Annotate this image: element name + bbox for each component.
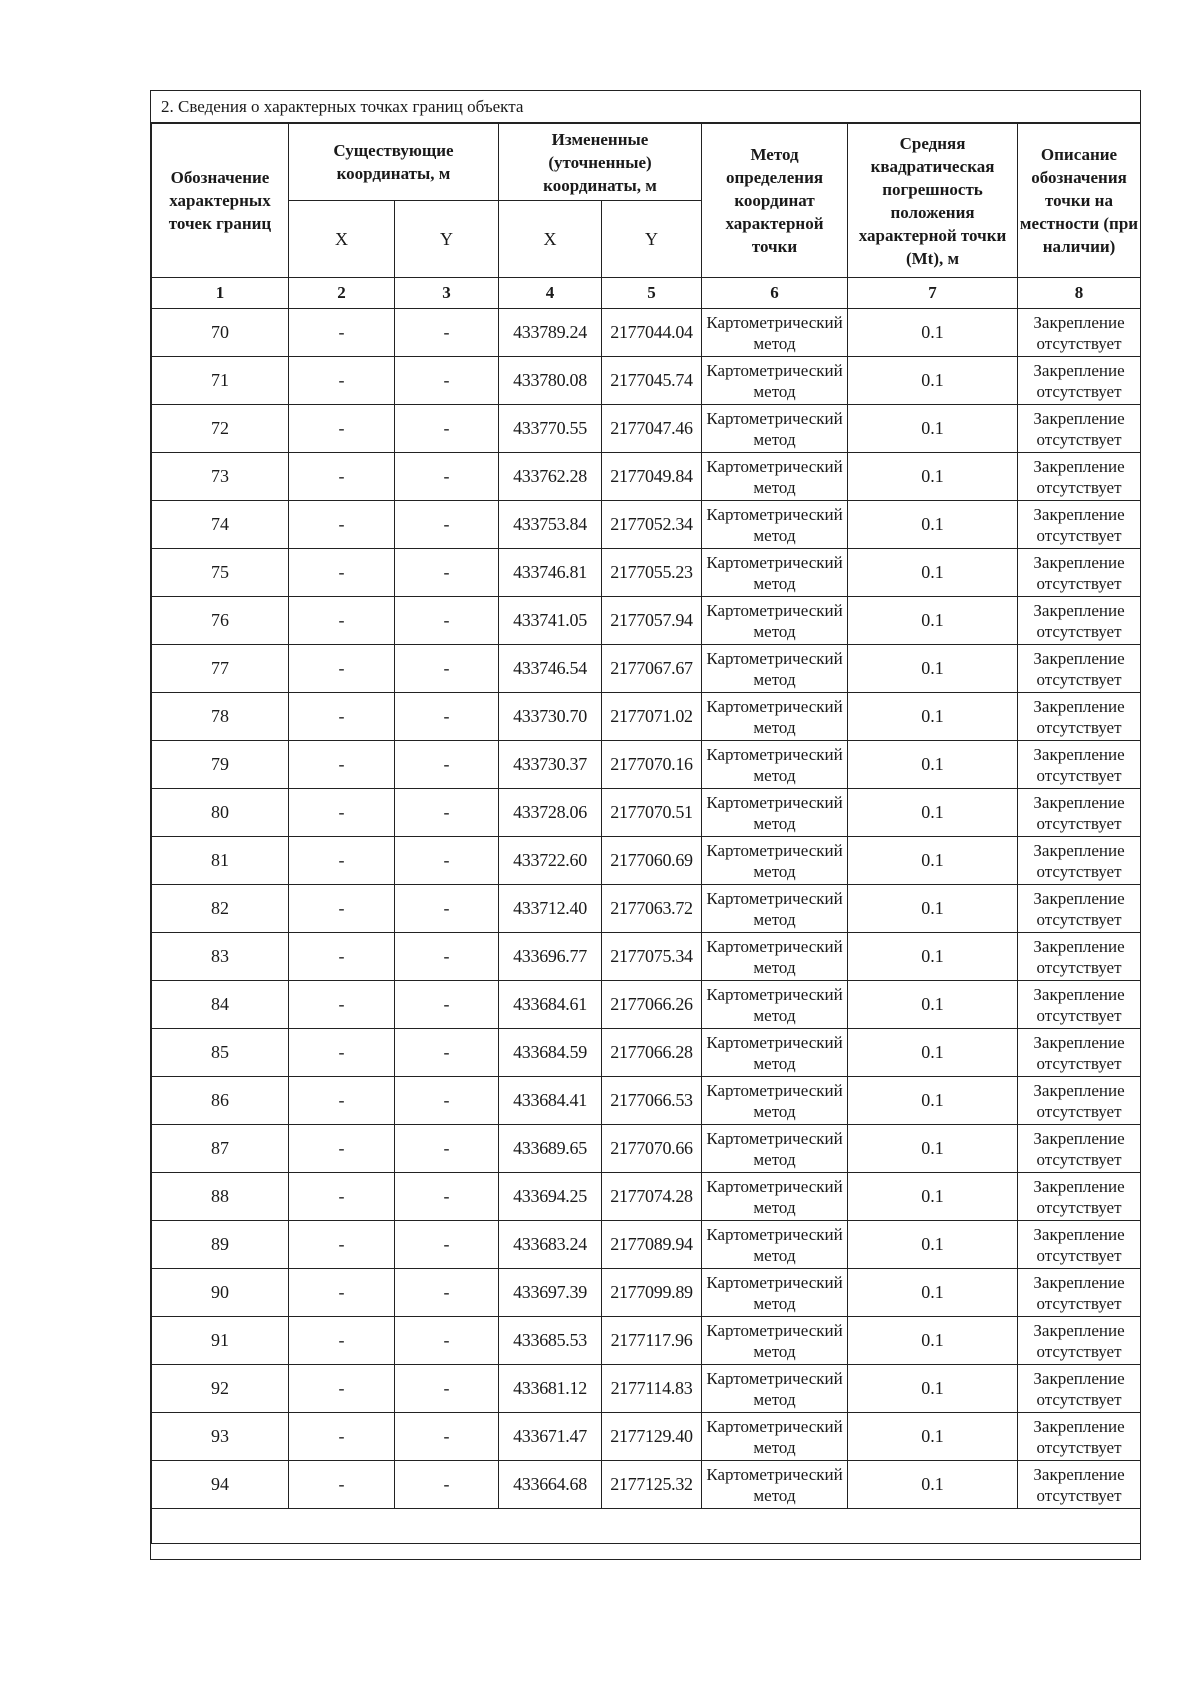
description-cell: Закрепление отсутствует: [1018, 981, 1141, 1029]
changed-x-cell: 433697.39: [499, 1269, 602, 1317]
changed-x-cell: 433746.54: [499, 645, 602, 693]
column-number: 8: [1018, 278, 1141, 309]
changed-y-cell: 2177055.23: [602, 549, 702, 597]
point-id-cell: 87: [152, 1125, 289, 1173]
existing-x-cell: -: [289, 549, 395, 597]
table-row: [152, 1461, 1141, 1509]
existing-y-cell: -: [395, 1269, 499, 1317]
mt-cell: 0.1: [848, 549, 1018, 597]
existing-y-cell: -: [395, 885, 499, 933]
existing-x-cell: -: [289, 1269, 395, 1317]
mt-cell: 0.1: [848, 645, 1018, 693]
point-id-cell: 90: [152, 1269, 289, 1317]
existing-y-cell: -: [395, 1317, 499, 1365]
changed-x-cell: 433753.84: [499, 501, 602, 549]
point-id-cell: 70: [152, 309, 289, 357]
mt-cell: 0.1: [848, 1413, 1018, 1461]
existing-y-cell: -: [395, 453, 499, 501]
existing-x-cell: -: [289, 1125, 395, 1173]
existing-y-cell: -: [395, 645, 499, 693]
existing-x-cell: -: [289, 597, 395, 645]
mt-cell: 0.1: [848, 1125, 1018, 1173]
existing-x-cell: -: [289, 837, 395, 885]
changed-x-cell: 433689.65: [499, 1125, 602, 1173]
column-number: 6: [702, 278, 848, 309]
changed-y-cell: 2177117.96: [602, 1317, 702, 1365]
point-id-cell: 84: [152, 981, 289, 1029]
table-row: [152, 1173, 1141, 1221]
method-cell: Картометрический метод: [702, 885, 848, 933]
existing-x-cell: -: [289, 405, 395, 453]
method-cell: Картометрический метод: [702, 453, 848, 501]
table-row: [152, 309, 1141, 357]
point-id-cell: 92: [152, 1365, 289, 1413]
mt-cell: 0.1: [848, 837, 1018, 885]
mt-cell: 0.1: [848, 357, 1018, 405]
header-changed-x: X: [499, 201, 602, 278]
table-row: [152, 885, 1141, 933]
changed-x-cell: 433685.53: [499, 1317, 602, 1365]
description-cell: Закрепление отсутствует: [1018, 453, 1141, 501]
method-cell: Картометрический метод: [702, 1413, 848, 1461]
existing-x-cell: -: [289, 981, 395, 1029]
point-id-cell: 86: [152, 1077, 289, 1125]
changed-y-cell: 2177074.28: [602, 1173, 702, 1221]
table-row: [152, 597, 1141, 645]
changed-y-cell: 2177114.83: [602, 1365, 702, 1413]
description-cell: Закрепление отсутствует: [1018, 1125, 1141, 1173]
existing-x-cell: -: [289, 1365, 395, 1413]
mt-cell: 0.1: [848, 741, 1018, 789]
existing-x-cell: -: [289, 1461, 395, 1509]
changed-y-cell: 2177125.32: [602, 1461, 702, 1509]
mt-cell: 0.1: [848, 789, 1018, 837]
table-row: [152, 1317, 1141, 1365]
table-row: [152, 1413, 1141, 1461]
method-cell: Картометрический метод: [702, 1461, 848, 1509]
existing-x-cell: -: [289, 357, 395, 405]
changed-y-cell: 2177070.51: [602, 789, 702, 837]
description-cell: Закрепление отсутствует: [1018, 1269, 1141, 1317]
changed-x-cell: 433684.61: [499, 981, 602, 1029]
header-mean-square-error: Средняя квадратическая погрешность положения характерной точки (Mt), м: [848, 124, 1018, 278]
changed-x-cell: 433762.28: [499, 453, 602, 501]
table-row: [152, 357, 1141, 405]
existing-y-cell: -: [395, 1077, 499, 1125]
changed-y-cell: 2177049.84: [602, 453, 702, 501]
method-cell: Картометрический метод: [702, 693, 848, 741]
method-cell: Картометрический метод: [702, 1365, 848, 1413]
section-title: 2. Сведения о характерных точках границ объекта: [151, 91, 1140, 123]
table-row: [152, 1221, 1141, 1269]
changed-y-cell: 2177066.26: [602, 981, 702, 1029]
existing-y-cell: -: [395, 1221, 499, 1269]
existing-y-cell: -: [395, 933, 499, 981]
column-number: 3: [395, 278, 499, 309]
changed-y-cell: 2177099.89: [602, 1269, 702, 1317]
table-row: [152, 693, 1141, 741]
table-row: [152, 549, 1141, 597]
point-id-cell: 81: [152, 837, 289, 885]
method-cell: Картометрический метод: [702, 597, 848, 645]
changed-x-cell: 433741.05: [499, 597, 602, 645]
description-cell: Закрепление отсутствует: [1018, 693, 1141, 741]
header-existing-coordinates: Существующие координаты, м: [289, 124, 499, 201]
method-cell: Картометрический метод: [702, 1221, 848, 1269]
changed-y-cell: 2177044.04: [602, 309, 702, 357]
method-cell: Картометрический метод: [702, 741, 848, 789]
description-cell: Закрепление отсутствует: [1018, 1029, 1141, 1077]
table-row: [152, 1269, 1141, 1317]
table-row: [152, 1365, 1141, 1413]
method-cell: Картометрический метод: [702, 1173, 848, 1221]
changed-y-cell: 2177129.40: [602, 1413, 702, 1461]
header-changed-y: Y: [602, 201, 702, 278]
existing-y-cell: -: [395, 1125, 499, 1173]
existing-y-cell: -: [395, 1461, 499, 1509]
method-cell: Картометрический метод: [702, 1317, 848, 1365]
existing-y-cell: -: [395, 693, 499, 741]
header-method: Метод определения координат характерной точки: [702, 124, 848, 278]
description-cell: Закрепление отсутствует: [1018, 1317, 1141, 1365]
table-row: [152, 1077, 1141, 1125]
existing-x-cell: -: [289, 693, 395, 741]
mt-cell: 0.1: [848, 453, 1018, 501]
column-number: 1: [152, 278, 289, 309]
point-id-cell: 71: [152, 357, 289, 405]
existing-y-cell: -: [395, 1365, 499, 1413]
table-row: [152, 1029, 1141, 1077]
mt-cell: 0.1: [848, 1077, 1018, 1125]
mt-cell: 0.1: [848, 1221, 1018, 1269]
column-number: 2: [289, 278, 395, 309]
mt-cell: 0.1: [848, 1173, 1018, 1221]
description-cell: Закрепление отсутствует: [1018, 549, 1141, 597]
mt-cell: 0.1: [848, 1029, 1018, 1077]
header-description: Описание обозначения точки на местности (при наличии): [1018, 124, 1141, 278]
method-cell: Картометрический метод: [702, 1125, 848, 1173]
mt-cell: 0.1: [848, 1317, 1018, 1365]
mt-cell: 0.1: [848, 1461, 1018, 1509]
method-cell: Картометрический метод: [702, 357, 848, 405]
existing-x-cell: -: [289, 1029, 395, 1077]
changed-y-cell: 2177066.28: [602, 1029, 702, 1077]
description-cell: Закрепление отсутствует: [1018, 1413, 1141, 1461]
existing-x-cell: -: [289, 309, 395, 357]
method-cell: Картометрический метод: [702, 309, 848, 357]
method-cell: Картометрический метод: [702, 1029, 848, 1077]
description-cell: Закрепление отсутствует: [1018, 501, 1141, 549]
mt-cell: 0.1: [848, 1365, 1018, 1413]
changed-y-cell: 2177071.02: [602, 693, 702, 741]
changed-x-cell: 433780.08: [499, 357, 602, 405]
description-cell: Закрепление отсутствует: [1018, 1221, 1141, 1269]
description-cell: Закрепление отсутствует: [1018, 837, 1141, 885]
changed-x-cell: 433789.24: [499, 309, 602, 357]
existing-x-cell: -: [289, 885, 395, 933]
changed-x-cell: 433722.60: [499, 837, 602, 885]
table-footer-row: [152, 1509, 1141, 1544]
existing-y-cell: -: [395, 1413, 499, 1461]
existing-y-cell: -: [395, 309, 499, 357]
existing-x-cell: -: [289, 1077, 395, 1125]
changed-x-cell: 433712.40: [499, 885, 602, 933]
method-cell: Картометрический метод: [702, 501, 848, 549]
method-cell: Картометрический метод: [702, 645, 848, 693]
existing-x-cell: -: [289, 1317, 395, 1365]
mt-cell: 0.1: [848, 1269, 1018, 1317]
header-changed-coordinates: Измененные (уточненные) координаты, м: [499, 124, 702, 201]
point-id-cell: 88: [152, 1173, 289, 1221]
existing-y-cell: -: [395, 597, 499, 645]
method-cell: Картометрический метод: [702, 789, 848, 837]
changed-y-cell: 2177067.67: [602, 645, 702, 693]
mt-cell: 0.1: [848, 309, 1018, 357]
column-number: 4: [499, 278, 602, 309]
existing-x-cell: -: [289, 789, 395, 837]
point-id-cell: 74: [152, 501, 289, 549]
changed-x-cell: 433671.47: [499, 1413, 602, 1461]
point-id-cell: 78: [152, 693, 289, 741]
description-cell: Закрепление отсутствует: [1018, 357, 1141, 405]
existing-x-cell: -: [289, 1221, 395, 1269]
changed-y-cell: 2177057.94: [602, 597, 702, 645]
existing-x-cell: -: [289, 645, 395, 693]
table-row: [152, 837, 1141, 885]
changed-y-cell: 2177070.66: [602, 1125, 702, 1173]
column-number-row: [152, 278, 1141, 309]
existing-y-cell: -: [395, 549, 499, 597]
changed-x-cell: 433683.24: [499, 1221, 602, 1269]
changed-x-cell: 433728.06: [499, 789, 602, 837]
description-cell: Закрепление отсутствует: [1018, 885, 1141, 933]
existing-y-cell: -: [395, 789, 499, 837]
header-existing-y: Y: [395, 201, 499, 278]
column-number: 7: [848, 278, 1018, 309]
changed-y-cell: 2177066.53: [602, 1077, 702, 1125]
changed-y-cell: 2177060.69: [602, 837, 702, 885]
table-body: [152, 309, 1141, 1509]
description-cell: Закрепление отсутствует: [1018, 1365, 1141, 1413]
table-row: [152, 453, 1141, 501]
method-cell: Картометрический метод: [702, 405, 848, 453]
mt-cell: 0.1: [848, 693, 1018, 741]
point-id-cell: 79: [152, 741, 289, 789]
table-row: [152, 1125, 1141, 1173]
existing-y-cell: -: [395, 741, 499, 789]
description-cell: Закрепление отсутствует: [1018, 597, 1141, 645]
existing-y-cell: -: [395, 837, 499, 885]
method-cell: Картометрический метод: [702, 1077, 848, 1125]
method-cell: Картометрический метод: [702, 837, 848, 885]
changed-y-cell: 2177089.94: [602, 1221, 702, 1269]
point-id-cell: 89: [152, 1221, 289, 1269]
changed-y-cell: 2177052.34: [602, 501, 702, 549]
description-cell: Закрепление отсутствует: [1018, 309, 1141, 357]
changed-x-cell: 433684.41: [499, 1077, 602, 1125]
table-row: [152, 981, 1141, 1029]
changed-x-cell: 433730.70: [499, 693, 602, 741]
existing-y-cell: -: [395, 1173, 499, 1221]
mt-cell: 0.1: [848, 501, 1018, 549]
mt-cell: 0.1: [848, 405, 1018, 453]
description-cell: Закрепление отсутствует: [1018, 933, 1141, 981]
point-id-cell: 80: [152, 789, 289, 837]
changed-x-cell: 433684.59: [499, 1029, 602, 1077]
method-cell: Картометрический метод: [702, 1269, 848, 1317]
header-point-designation: Обозначение характерных точек границ: [152, 124, 289, 278]
table-row: [152, 933, 1141, 981]
point-id-cell: 91: [152, 1317, 289, 1365]
empty-footer-cell: [152, 1509, 1141, 1544]
boundary-points-sheet: [150, 90, 1141, 1560]
point-id-cell: 77: [152, 645, 289, 693]
existing-y-cell: -: [395, 405, 499, 453]
description-cell: Закрепление отсутствует: [1018, 1173, 1141, 1221]
table-row: [152, 789, 1141, 837]
changed-x-cell: 433770.55: [499, 405, 602, 453]
changed-y-cell: 2177070.16: [602, 741, 702, 789]
point-id-cell: 73: [152, 453, 289, 501]
changed-x-cell: 433746.81: [499, 549, 602, 597]
existing-x-cell: -: [289, 453, 395, 501]
description-cell: Закрепление отсутствует: [1018, 405, 1141, 453]
method-cell: Картометрический метод: [702, 549, 848, 597]
existing-x-cell: -: [289, 741, 395, 789]
changed-y-cell: 2177045.74: [602, 357, 702, 405]
column-number: 5: [602, 278, 702, 309]
mt-cell: 0.1: [848, 597, 1018, 645]
existing-y-cell: -: [395, 501, 499, 549]
mt-cell: 0.1: [848, 933, 1018, 981]
table-row: [152, 501, 1141, 549]
point-id-cell: 85: [152, 1029, 289, 1077]
existing-x-cell: -: [289, 1413, 395, 1461]
description-cell: Закрепление отсутствует: [1018, 741, 1141, 789]
existing-x-cell: -: [289, 501, 395, 549]
description-cell: Закрепление отсутствует: [1018, 645, 1141, 693]
point-id-cell: 76: [152, 597, 289, 645]
point-id-cell: 93: [152, 1413, 289, 1461]
changed-x-cell: 433730.37: [499, 741, 602, 789]
description-cell: Закрепление отсутствует: [1018, 1461, 1141, 1509]
changed-x-cell: 433694.25: [499, 1173, 602, 1221]
point-id-cell: 83: [152, 933, 289, 981]
method-cell: Картометрический метод: [702, 933, 848, 981]
existing-y-cell: -: [395, 357, 499, 405]
changed-x-cell: 433696.77: [499, 933, 602, 981]
mt-cell: 0.1: [848, 981, 1018, 1029]
changed-y-cell: 2177075.34: [602, 933, 702, 981]
point-id-cell: 94: [152, 1461, 289, 1509]
changed-y-cell: 2177047.46: [602, 405, 702, 453]
header-existing-x: X: [289, 201, 395, 278]
mt-cell: 0.1: [848, 885, 1018, 933]
existing-y-cell: -: [395, 981, 499, 1029]
existing-x-cell: -: [289, 1173, 395, 1221]
boundary-points-table: [151, 123, 1141, 1544]
method-cell: Картометрический метод: [702, 981, 848, 1029]
description-cell: Закрепление отсутствует: [1018, 789, 1141, 837]
table-row: [152, 741, 1141, 789]
point-id-cell: 82: [152, 885, 289, 933]
description-cell: Закрепление отсутствует: [1018, 1077, 1141, 1125]
point-id-cell: 75: [152, 549, 289, 597]
existing-x-cell: -: [289, 933, 395, 981]
table-row: [152, 645, 1141, 693]
changed-y-cell: 2177063.72: [602, 885, 702, 933]
existing-y-cell: -: [395, 1029, 499, 1077]
table-row: [152, 405, 1141, 453]
changed-x-cell: 433681.12: [499, 1365, 602, 1413]
point-id-cell: 72: [152, 405, 289, 453]
changed-x-cell: 433664.68: [499, 1461, 602, 1509]
